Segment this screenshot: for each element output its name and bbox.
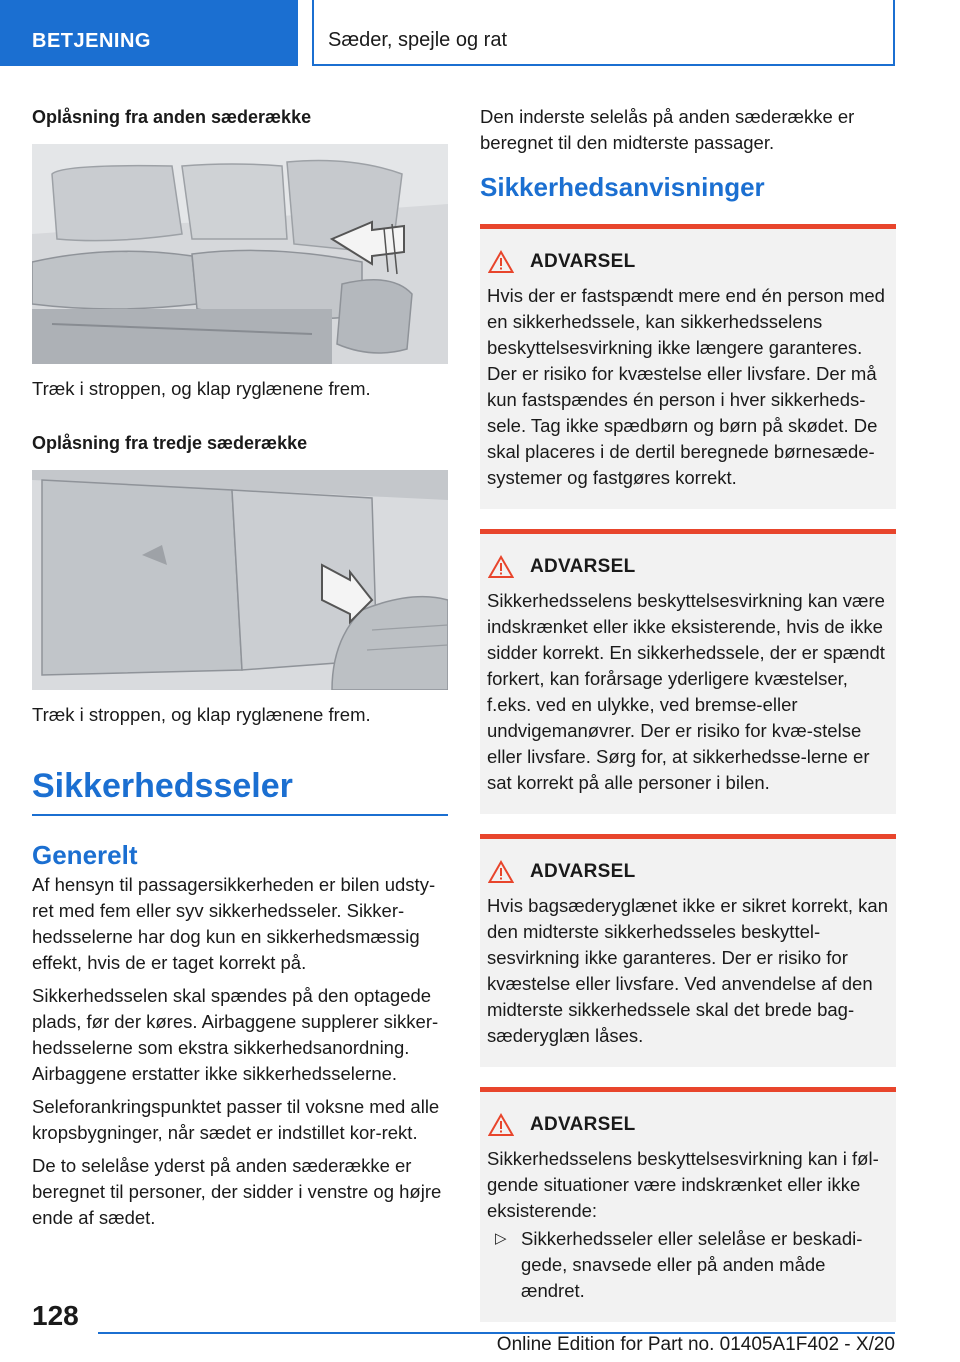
warning-triangle-icon bbox=[488, 250, 514, 274]
intro-paragraph: Den inderste selelås på anden sæderække er beregnet til den midterste passager. bbox=[480, 106, 855, 153]
warning-label: ADVARSEL bbox=[530, 251, 636, 272]
bullet-triangle-icon: ▷ bbox=[495, 1230, 507, 1247]
left-column bbox=[32, 104, 448, 1238]
right-column bbox=[480, 104, 896, 1322]
warning-triangle-icon bbox=[488, 555, 514, 579]
warning-label: ADVARSEL bbox=[530, 556, 636, 577]
warning-triangle-icon bbox=[488, 1113, 514, 1137]
heading-divider bbox=[32, 814, 448, 816]
seat-third-row-illustration bbox=[32, 470, 448, 690]
section-tab bbox=[0, 0, 298, 66]
subsection-heading: Generelt bbox=[32, 840, 138, 870]
bullet-text: Sikkerhedsseler eller selelåse er beskadi-gede, snavsede eller på anden måde ændret. bbox=[521, 1228, 863, 1301]
warning-box bbox=[480, 529, 896, 814]
warning-box bbox=[480, 1087, 896, 1322]
paragraph: Seleforankringspunktet passer til voksne med alle kropsbygninger, når sædet er indstillet kor-rekt. bbox=[32, 1096, 440, 1143]
paragraph: Af hensyn til passagersikkerheden er bilen udsty-ret med fem eller syv sikkerhedsseler. Sikker-hedsselerne har dog kun en sikkerhedsmæssig effekt, hvis de er taget korrekt på. bbox=[32, 874, 436, 973]
chapter-header bbox=[312, 0, 895, 66]
seat-second-row-illustration bbox=[32, 144, 448, 364]
page-number: 128 bbox=[32, 1300, 79, 1331]
paragraph: Sikkerhedsselen skal spændes på den optagede plads, før der køres. Airbaggene supplerer sikker-hedsselerne som ekstra sikkerhedsanordning. Airbaggene erstatter ikke sikkerhedsselerne. bbox=[32, 985, 439, 1084]
section-heading: Sikkerhedsseler bbox=[32, 767, 293, 805]
chapter-title: Sæder, spejle og rat bbox=[328, 29, 507, 51]
paragraph: De to selelåse yderst på anden sæderække er beregnet til personer, der sidder i venstre og højre ende af sædet. bbox=[32, 1155, 442, 1228]
warning-label: ADVARSEL bbox=[530, 861, 636, 882]
subheading-second-row: Oplåsning fra anden sæderække bbox=[32, 107, 312, 127]
warning-text: Hvis bagsæderyglænet ikke er sikret korrekt, kan den midterste sikkerhedsseles beskyttel-sesvirkning ikke garanteres. Der er risiko for kvæstelse eller livsfare. Ved anvendelse af den midterste sikkerhedssele skal det brede bag-sæderyglæn låses. bbox=[487, 895, 888, 1046]
warning-label: ADVARSEL bbox=[530, 1114, 636, 1135]
safety-heading: Sikkerhedsanvisninger bbox=[480, 172, 765, 202]
warning-text: Sikkerhedsselens beskyttelsesvirkning kan være indskrænket eller ikke eksisterende, hvis de ikke sidder korrekt. En sikkerhedssele, der er spændt forkert, kan forårsage yderligere kvæstelser, f.eks. ved en ulykke, ved bremse-eller undvigemanøvrer. Der er risiko for kvæ-stelse eller livsfare. Sørg for, at sikkerhedsse-lerne er sat korrekt på alle personer i bilen. bbox=[487, 590, 885, 793]
warning-text: Sikkerhedsselens beskyttelsesvirkning kan i føl-gende situationer være indskrænket eller ikke eksisterende: bbox=[487, 1148, 879, 1221]
warning-box bbox=[480, 834, 896, 1067]
figure-caption-1: Træk i stroppen, og klap ryglænene frem. bbox=[32, 378, 371, 399]
warning-text: Hvis der er fastspændt mere end én person med en sikkerhedssele, kan sikkerhedsselens beskyttelsesvirkning ikke længere garanteres. Der er risiko for kvæstelse eller livsfare. Der må kun fastspændes én person i hver sikkerheds-sele. Tag ikke spædbørn og børn på skødet. De skal placeres i de dertil beregnede børnesæde-systemer og fastgøres korrekt. bbox=[487, 285, 885, 488]
warning-box bbox=[480, 224, 896, 509]
figure-caption-2: Træk i stroppen, og klap ryglænene frem. bbox=[32, 704, 371, 725]
edition-note: Online Edition for Part no. 01405A1F402 - X/20 bbox=[496, 1334, 895, 1355]
subheading-third-row: Oplåsning fra tredje sæderække bbox=[32, 433, 308, 453]
list-item bbox=[487, 1226, 888, 1304]
section-label: BETJENING bbox=[32, 30, 151, 52]
warning-triangle-icon bbox=[488, 860, 514, 884]
